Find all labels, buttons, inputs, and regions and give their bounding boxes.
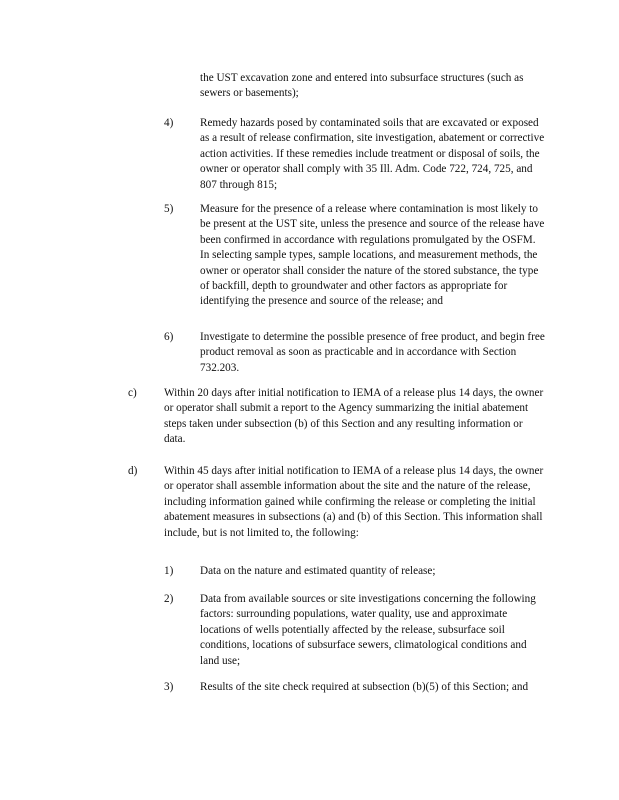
item-d3-text: Results of the site check required at subsection (b)(5) of this Section; and (200, 681, 529, 693)
continuation-paragraph: the UST excavation zone and entered into subsurface structures (such as sewers or basements); (200, 72, 524, 100)
item-d2-text: Data from available sources or site investigations concerning the following factors: surrounding populations, water quality, use and approximate locations of wells potentially affected by the release, subsurface soil conditions, locations of subsurface sewers, climatological conditions and land use; (200, 593, 536, 667)
item-d1-text: Data on the nature and estimated quantity of release; (200, 565, 436, 577)
item-4-label: 4) (164, 117, 174, 129)
subsection-d-text: Within 45 days after initial notification to IEMA of a release plus 14 days, the owner or operator shall assemble information about the site and the nature of the release, including information gained while confirming the release or completing the initial abatement measures in subsections (a) and (b) of this Section. This information shall include, but is not limited to, the following: (164, 465, 544, 539)
item-d1-label: 1) (164, 565, 174, 577)
item-5-text: Measure for the presence of a release where contamination is most likely to be present at the UST site, unless the presence and source of the release have been confirmed in accordance with regulations promulgated by the OSFM. In selecting sample types, sample locations, and measurement methods, the owner or operator shall consider the nature of the stored substance, the type of backfill, depth to groundwater and other factors as appropriate for identifying the presence and source of the release; and (200, 203, 545, 308)
item-d2-label: 2) (164, 593, 174, 605)
subsection-c-text: Within 20 days after initial notification to IEMA of a release plus 14 days, the owner or operator shall submit a report to the Agency summarizing the initial abatement steps taken under subsection (b) of this Section and any resulting information or data. (164, 387, 544, 446)
item-d3-label: 3) (164, 681, 174, 693)
item-5-label: 5) (164, 203, 174, 215)
subsection-c-label: c) (128, 387, 137, 399)
item-4-text: Remedy hazards posed by contaminated soils that are excavated or exposed as a result of release confirmation, site investigation, abatement or corrective action activities. If these remedies include treatment or disposal of soils, the owner or operator shall comply with 35 Ill. Adm. Code 722, 724, 725, and 807 through 815; (200, 117, 545, 191)
item-6-label: 6) (164, 331, 174, 343)
subsection-d-label: d) (128, 465, 138, 477)
item-6-text: Investigate to determine the possible presence of free product, and begin free product removal as soon as practicable and in accordance with Section 732.203. (200, 331, 545, 374)
